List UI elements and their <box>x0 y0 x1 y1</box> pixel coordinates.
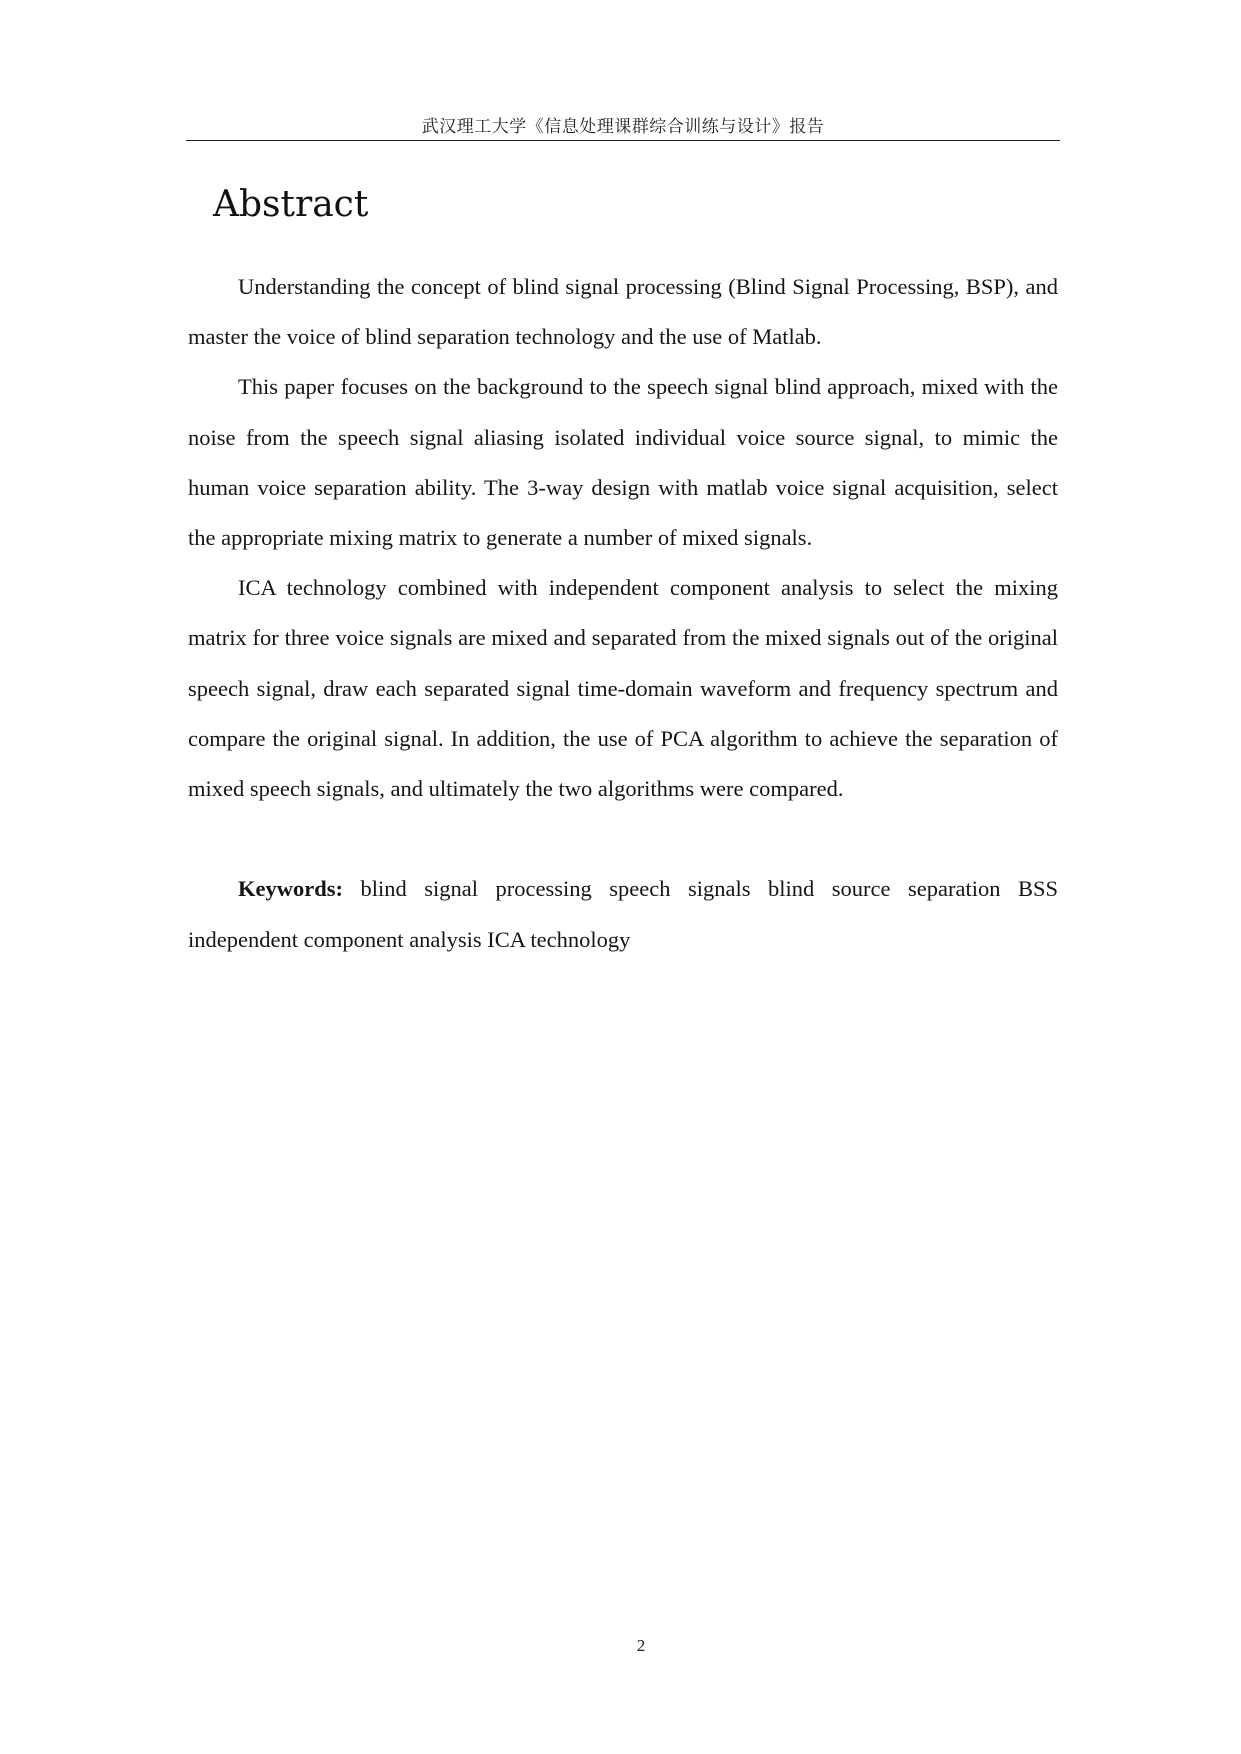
running-header: 武汉理工大学《信息处理课群综合训练与设计》报告 <box>421 117 825 137</box>
abstract-paragraph-2: This paper focuses on the background to the speech signal blind approach, mixed with the noise from the speech signal aliasing isolated individual voice source signal, to mimic the human voice separation ability. The 3-way design with matlab voice signal acquisition, select the appropriate mixing matrix to generate a number of mixed signals. <box>188 374 1058 551</box>
section-title: Abstract <box>213 184 369 225</box>
abstract-paragraph-3: ICA technology combined with independent component analysis to select the mixing matrix for three voice signals are mixed and separated from the mixed signals out of the original speech signal, draw each separated signal time-domain waveform and frequency spectrum and compare the original signal. In addition, the use of PCA algorithm to achieve the separation of mixed speech signals, and ultimately the two algorithms were compared. <box>188 575 1058 802</box>
abstract-body <box>188 262 1058 965</box>
keywords-paragraph <box>188 864 1058 964</box>
keywords-label: Keywords: <box>238 876 343 902</box>
header-divider <box>186 140 1060 141</box>
keywords-text: blind signal processing speech signals blind source separation BSS independent component analysis ICA technology <box>188 876 1058 952</box>
page-number: 2 <box>636 1636 646 1655</box>
abstract-paragraph-1: Understanding the concept of blind signal processing (Blind Signal Processing, BSP), and master the voice of blind separation technology and the use of Matlab. <box>188 274 1058 350</box>
